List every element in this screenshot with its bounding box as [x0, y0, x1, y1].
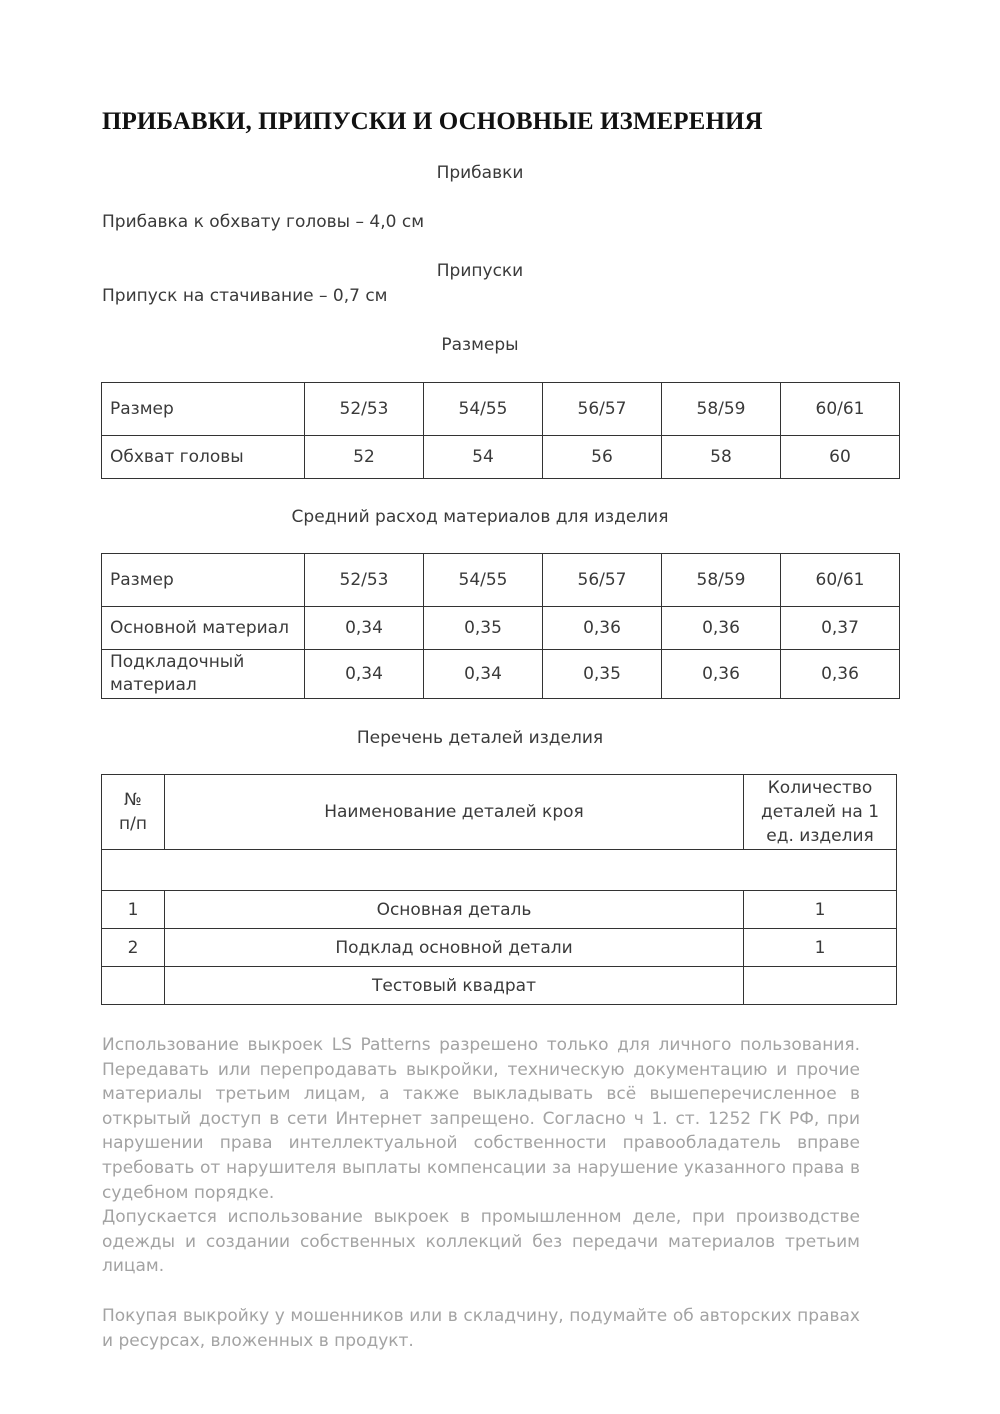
- table-cell: 0,34: [305, 607, 424, 650]
- table-header-row: [102, 554, 900, 607]
- seam-line: Припуск на стачивание – 0,7 см: [102, 286, 388, 306]
- table-row: [102, 929, 897, 967]
- allowances-heading: Прибавки: [436, 163, 524, 183]
- table-header-row: [102, 775, 897, 850]
- size-col: 60/61: [781, 383, 900, 436]
- disclaimer-paragraph: Допускается использование выкроек в промышленном деле, при производстве одежды и создании собственных коллекций без передачи материалов третьим лицам.: [102, 1207, 860, 1277]
- count-column-header: [744, 775, 897, 850]
- count-header-line-2: деталей на 1: [760, 802, 880, 822]
- table-cell: 0,36: [543, 607, 662, 650]
- table-cell: 56: [543, 436, 662, 479]
- part-num: [102, 967, 165, 1005]
- sizes-table: [101, 382, 900, 479]
- size-col: 58/59: [662, 383, 781, 436]
- disclaimer-paragraph: Использование выкроек LS Patterns разрешено только для личного пользования. Передавать или перепродавать выкройки, техническую документацию и прочие материалы третьим лицам, а также выкладывать всё вышеперечисленное в открытый доступ в сети Интернет запрещено. Согласно ч 1. ст. 1252 ГК РФ, при нарушении права интеллектуальной собственности правообладатель вправе требовать от нарушителя выплаты компенсации за нарушение указанного права в судебном порядке.: [102, 1035, 860, 1203]
- num-column-header: [102, 775, 165, 850]
- table-row: [102, 607, 900, 650]
- table-cell: 0,37: [781, 607, 900, 650]
- table-cell: 54: [424, 436, 543, 479]
- empty-cell: [102, 850, 897, 891]
- lining-label-line-2: материал: [110, 675, 197, 695]
- size-col: 54/55: [424, 383, 543, 436]
- table-row: [102, 967, 897, 1005]
- table-cell: 0,35: [543, 650, 662, 699]
- table-cell: 58: [662, 436, 781, 479]
- parts-heading: Перечень деталей изделия: [356, 728, 604, 748]
- part-name: Подклад основной детали: [165, 929, 744, 967]
- size-col: 52/53: [305, 554, 424, 607]
- sizes-heading: Размеры: [441, 335, 519, 355]
- table-cell: 0,36: [662, 650, 781, 699]
- num-header-line-2: п/п: [119, 814, 147, 834]
- table-cell: 0,34: [424, 650, 543, 699]
- part-name: Основная деталь: [165, 891, 744, 929]
- table-header-row: [102, 383, 900, 436]
- part-num: 1: [102, 891, 165, 929]
- table-cell: 0,35: [424, 607, 543, 650]
- consumption-table: [101, 553, 900, 699]
- parts-table: [101, 774, 897, 1005]
- size-col: 58/59: [662, 554, 781, 607]
- size-col: 56/57: [543, 554, 662, 607]
- part-count: [744, 967, 897, 1005]
- lining-label-line-1: Подкладочный: [110, 652, 245, 672]
- table-cell: 0,36: [662, 607, 781, 650]
- table-cell: 52: [305, 436, 424, 479]
- count-header-line-1: Количество: [767, 778, 873, 798]
- main-material-label: Основной материал: [102, 607, 305, 650]
- table-cell: 0,34: [305, 650, 424, 699]
- table-cell: 0,36: [781, 650, 900, 699]
- table-row: [102, 891, 897, 929]
- size-col: 56/57: [543, 383, 662, 436]
- consumption-heading: Средний расход материалов для изделия: [291, 507, 669, 527]
- size-col: 54/55: [424, 554, 543, 607]
- part-count: 1: [744, 891, 897, 929]
- part-name: Тестовый квадрат: [165, 967, 744, 1005]
- size-header-label: Размер: [102, 383, 305, 436]
- page-title: ПРИБАВКИ, ПРИПУСКИ И ОСНОВНЫЕ ИЗМЕРЕНИЯ: [102, 108, 763, 135]
- part-count: 1: [744, 929, 897, 967]
- size-header-label: Размер: [102, 554, 305, 607]
- disclaimer-paragraph: Покупая выкройку у мошенников или в складчину, подумайте об авторских правах и ресурсах, вложенных в продукт.: [102, 1305, 860, 1351]
- part-num: 2: [102, 929, 165, 967]
- size-col: 52/53: [305, 383, 424, 436]
- table-row: [102, 436, 900, 479]
- num-header-line-1: №: [124, 790, 142, 810]
- table-empty-row: [102, 850, 897, 891]
- copyright-disclaimer: [102, 1033, 860, 1353]
- table-cell: 60: [781, 436, 900, 479]
- table-row: [102, 650, 900, 699]
- size-col: 60/61: [781, 554, 900, 607]
- count-header-line-3: ед. изделия: [766, 826, 874, 846]
- name-column-header: Наименование деталей кроя: [165, 775, 744, 850]
- seams-heading: Припуски: [436, 261, 524, 281]
- lining-material-label: [102, 650, 305, 699]
- head-girth-label: Обхват головы: [102, 436, 305, 479]
- allowance-line: Прибавка к обхвату головы – 4,0 см: [102, 212, 425, 232]
